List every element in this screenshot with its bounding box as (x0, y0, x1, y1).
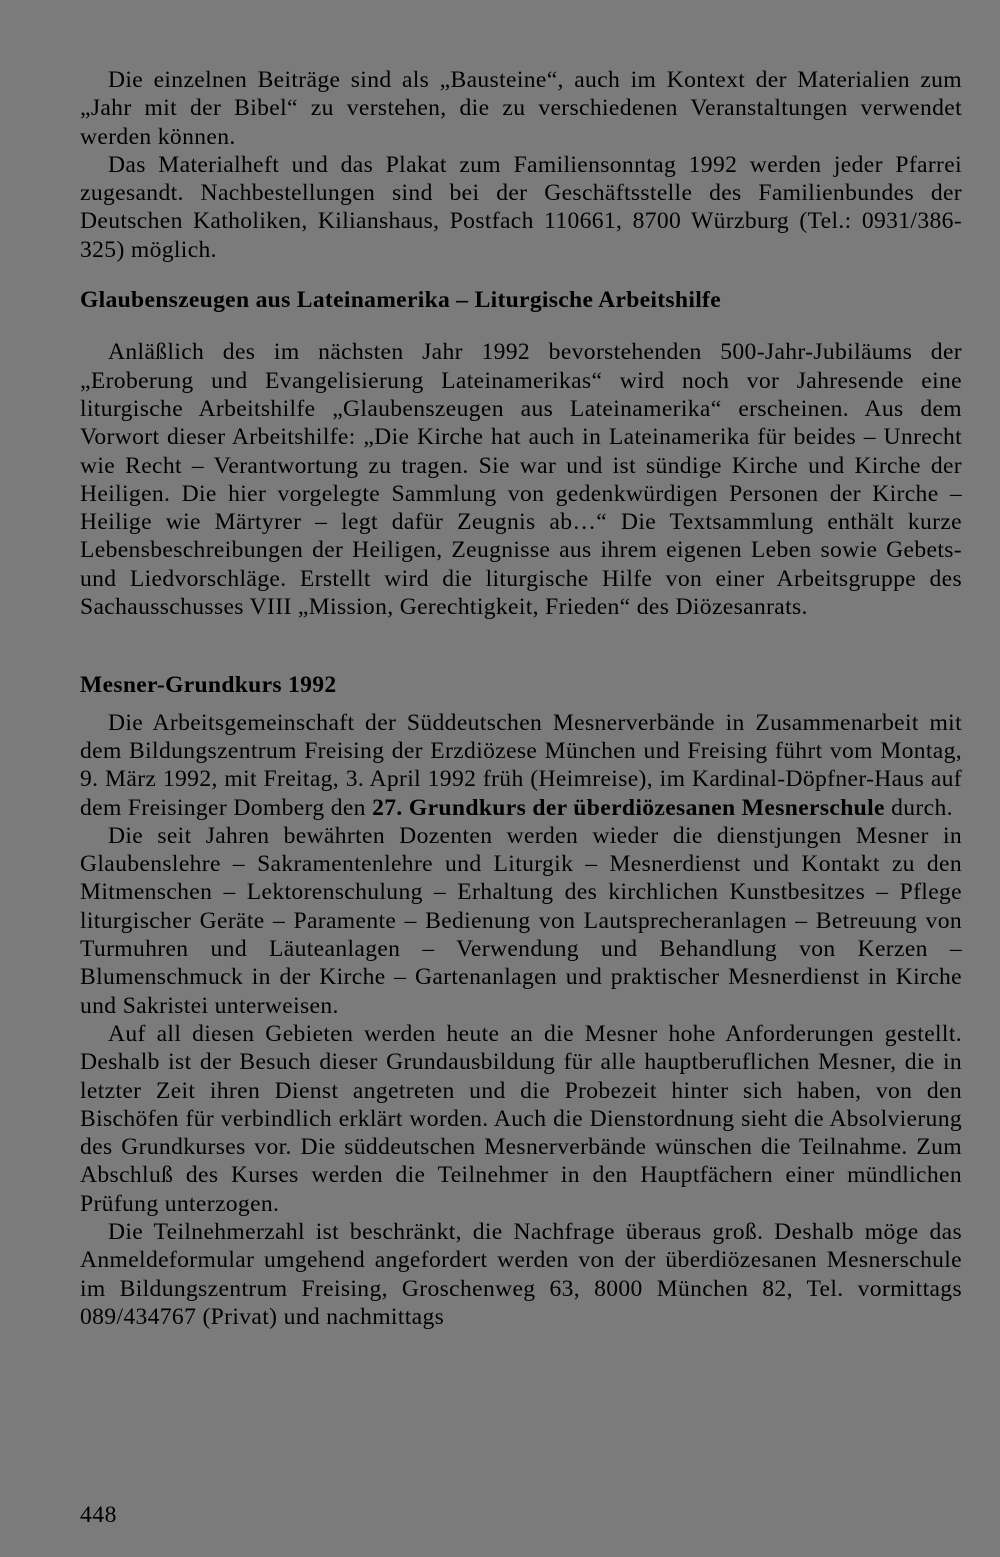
bold-phrase: 27. Grundkurs der überdiözesanen Mesnerschule (372, 794, 885, 821)
paragraph-text: Die Arbeitsgemeinschaft der Süddeutschen Mesnerverbände in Zusammenarbeit mit dem Bildungszentrum Freising der Erzdiözese München und Freising führt vom Montag, 9. März 1992, mit Freitag, 3. April 1992 früh (Heimreise), im Kardinal-Döpfner-Haus auf dem Freisinger Domberg den (80, 709, 962, 821)
page-number: 448 (80, 1502, 117, 1528)
body-paragraph: Die seit Jahren bewährten Dozenten werden wieder die dienstjungen Mesner in Glaubenslehre – Sakramentenlehre und Liturgik – Mesnerdienst und Kontakt zu den Mitmenschen – Lektorenschulung – Erhaltung des kirchlichen Kunstbesitzes – Pflege liturgischer Geräte – Paramente – Bedienung von Lautsprecheranlagen – Betreuung von Turmuhren und Läuteanlagen – Verwendung und Behandlung von Kerzen – Blumenschmuck in der Kirche – Gartenanlagen und praktischer Mesnerdienst in Kirche und Sakristei unterweisen. (80, 822, 962, 1019)
intro-paragraph: Das Materialheft und das Plakat zum Familiensonntag 1992 werden jeder Pfarrei zugesandt. Nachbestellungen sind bei der Geschäftsstelle des Familienbundes der Deutschen Katholiken, Kilianshaus, Postfach 110661, 8700 Würzburg (Tel.: 0931/386-325) möglich. (80, 151, 962, 263)
page-content (80, 66, 962, 1331)
section-heading: Glaubenszeugen aus Lateinamerika – Liturgische Arbeitshilfe (80, 287, 721, 314)
section-heading: Mesner-Grundkurs 1992 (80, 672, 337, 699)
intro-paragraph: Die einzelnen Beiträge sind als „Bausteine“, auch im Kontext der Materialien zum „Jahr mit der Bibel“ zu verstehen, die zu verschiedenen Veranstaltungen verwendet werden können. (80, 67, 962, 150)
body-paragraph (80, 709, 962, 822)
body-paragraph: Auf all diesen Gebieten werden heute an die Mesner hohe Anforderungen gestellt. Deshalb ist der Besuch dieser Grundausbildung für alle hauptberuflichen Mesner, die in letzter Zeit ihren Dienst angetreten und die Probezeit hinter sich haben, von den Bischöfen für verbindlich erklärt worden. Auch die Dienstordnung sieht die Absolvierung des Grundkurses vor. Die süddeutschen Mesnerverbände wünschen die Teilnahme. Zum Abschluß des Kurses werden die Teilnehmer in den Hauptfächern einer mündlichen Prüfung unterzogen. (80, 1020, 962, 1217)
body-paragraph: Die Teilnehmerzahl ist beschränkt, die Nachfrage überaus groß. Deshalb möge das Anmeldeformular umgehend angefordert werden von der überdiözesanen Mesnerschule im Bildungszentrum Freising, Groschenweg 63, 8000 München 82, Tel. vormittags 089/434767 (Privat) und nachmittags (80, 1218, 962, 1330)
body-paragraph: Anläßlich des im nächsten Jahr 1992 bevorstehenden 500-Jahr-Jubiläums der „Eroberung und Evangelisierung Lateinamerikas“ wird noch vor Jahresende eine liturgische Arbeitshilfe „Glaubenszeugen aus Lateinamerika“ erscheinen. Aus dem Vorwort dieser Arbeitshilfe: „Die Kirche hat auch in Lateinamerika für beides – Unrecht wie Recht – Verantwortung zu tragen. Sie war und ist sündige Kirche und Kirche der Heiligen. Die hier vorgelegte Sammlung von gedenkwürdigen Personen der Kirche – Heilige wie Märtyrer – legt dafür Zeugnis ab…“ Die Textsammlung enthält kurze Lebensbeschreibungen der Heiligen, Zeugnisse aus ihrem eigenen Leben sowie Gebets- und Liedvorschläge. Erstellt wird die liturgische Hilfe von einer Arbeitsgruppe des Sachausschusses VIII „Mission, Gerechtigkeit, Frieden“ des Diözesanrats. (80, 339, 962, 621)
paragraph-text: durch. (884, 794, 953, 821)
